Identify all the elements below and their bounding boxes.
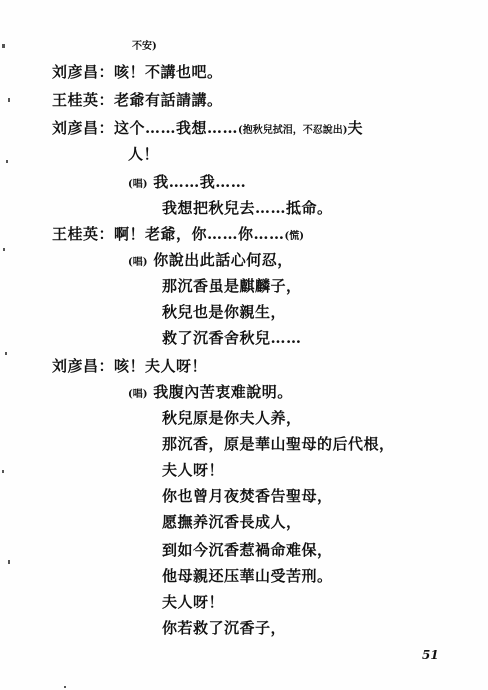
speaker-name: 刘彦昌： (52, 63, 115, 81)
scan-speck (64, 686, 66, 688)
dialogue-text: 咳！夫人呀！ (114, 357, 208, 375)
dialogue-text: 人！ (128, 145, 160, 163)
song-line (162, 328, 302, 348)
lyric-text: 到如今沉香惹禍命难保， (162, 541, 333, 559)
scan-speck (6, 160, 8, 163)
song-line (128, 172, 246, 195)
song-line (162, 512, 302, 532)
dialogue-text: 咳！不講也吧。 (114, 63, 223, 81)
lyric-text: 秋兒原是你夫人养， (162, 409, 302, 427)
sing-marker: (唱) (128, 257, 148, 268)
dialogue-line (52, 118, 363, 141)
dialogue-line (128, 144, 159, 164)
lyric-text: 你說出此話心何忍， (153, 251, 293, 269)
lyric-text: 夫人呀！ (162, 593, 225, 611)
song-line (128, 382, 293, 405)
scan-speck (2, 44, 5, 48)
lyric-text: 我腹內苦衷难說明。 (153, 383, 293, 401)
song-line (162, 540, 333, 560)
song-line (128, 250, 293, 273)
script-line (132, 34, 157, 57)
lyric-text: 愿撫养沉香長成人， (162, 513, 302, 531)
dialogue-text: 啊！老爺，你……你…… (114, 225, 285, 243)
dialogue-text: 夫 (347, 119, 364, 137)
scan-speck (2, 470, 4, 473)
song-line (162, 486, 333, 506)
scan-speck (5, 352, 7, 355)
speaker-name: 王桂英： (52, 225, 115, 243)
dialogue-text: 老爺有話請講。 (114, 91, 223, 109)
scan-speck (8, 560, 10, 564)
page-number: 51 (422, 648, 439, 662)
dialogue-line (52, 356, 207, 376)
stage-direction: 不安) (132, 41, 157, 52)
lyric-text: 夫人呀！ (162, 461, 225, 479)
speaker-name: 刘彦昌： (52, 119, 115, 137)
lyric-text: 秋兒也是你親生， (162, 303, 287, 321)
lyric-text: 他母親还压華山受苦刑。 (162, 567, 333, 585)
song-line (162, 618, 286, 638)
sing-marker: (唱) (128, 179, 148, 190)
scan-speck (8, 98, 10, 102)
stage-direction: (慌) (284, 231, 304, 242)
lyric-text: 我……我…… (153, 173, 247, 191)
song-line (162, 302, 286, 322)
lyric-text: 那沉香虽是麒麟子， (162, 277, 302, 295)
lyric-text: 我想把秋兒去……抵命。 (162, 199, 333, 217)
song-line (162, 198, 333, 218)
song-line (162, 408, 302, 428)
dialogue-text: 这个……我想…… (114, 119, 239, 137)
dialogue-line (52, 224, 304, 247)
song-line (162, 460, 224, 480)
dialogue-line (52, 90, 223, 110)
sing-marker: (唱) (128, 389, 148, 400)
lyric-text: 那沉香，原是華山聖母的后代根， (162, 435, 395, 453)
speaker-name: 王桂英： (52, 91, 115, 109)
song-line (162, 566, 333, 586)
song-line (162, 276, 302, 296)
lyric-text: 你若救了沉香子， (162, 619, 287, 637)
lyric-text: 救了沉香舍秋兒…… (162, 329, 302, 347)
song-line (162, 434, 395, 454)
speaker-name: 刘彦昌： (52, 357, 115, 375)
stage-direction: (抱秋兒拭泪，不忍說出) (238, 125, 348, 136)
scan-speck (3, 248, 5, 251)
lyric-text: 你也曾月夜焚香告聖母， (162, 487, 333, 505)
dialogue-line (52, 62, 223, 82)
song-line (162, 592, 224, 612)
